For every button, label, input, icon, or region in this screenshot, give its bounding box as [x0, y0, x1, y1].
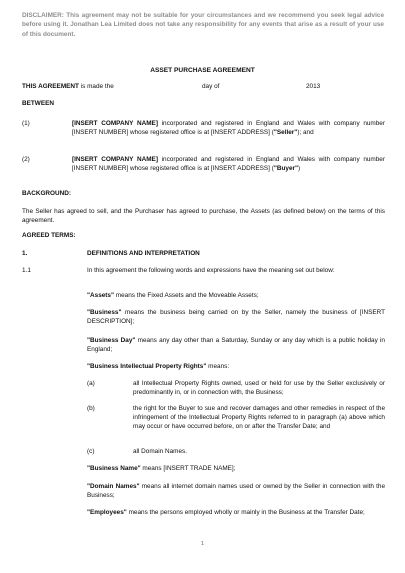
section-number: 1. — [22, 250, 28, 257]
party-2-name: [INSERT COMPANY NAME] — [72, 156, 158, 163]
assets-term: "Assets" — [87, 292, 115, 299]
definition-bipr — [87, 362, 385, 371]
background-heading: BACKGROUND: — [22, 190, 71, 197]
business-day-text: means any day other than a Saturday, Sunday or any day which is a public holiday in England; — [87, 337, 385, 353]
bipr-item-b-text: the right for the Buyer to sue and recover damages and other remedies in respect of the infringement of the Intellectual Property Rights referred to in paragraph (a) above which may occur or have occurred before, on or after the Transfer Date; and — [133, 405, 385, 430]
assets-text: means the Fixed Assets and the Moveable Assets; — [114, 292, 259, 299]
definition-domain-names — [87, 482, 385, 500]
domain-names-text: means all internet domain names used or owned by the Seller in connection with the Business; — [87, 483, 385, 499]
clause-text: In this agreement the following words and expressions have the meaning set out below: — [87, 267, 335, 274]
disclaimer: DISCLAIMER: This agreement may not be suitable for your circumstances and we recommend you seek legal advice before using it. Jonathan Lea Limited does not take any responsibility for any events that arise as a result of your use of this document. — [22, 12, 384, 38]
party-1-end: ); and — [297, 129, 314, 136]
clause-number: 1.1 — [22, 267, 31, 274]
business-term: "Business" — [87, 309, 122, 316]
business-name-term: "Business Name" — [87, 465, 141, 472]
party-2 — [72, 155, 385, 173]
bipr-term: "Business Intellectual Property Rights" — [87, 363, 207, 370]
bipr-item-a-number: (a) — [87, 380, 95, 387]
party-1-name: [INSERT COMPANY NAME] — [72, 120, 158, 127]
business-day-term: "Business Day" — [87, 337, 136, 344]
bipr-item-c-number: (c) — [87, 448, 95, 455]
domain-names-term: "Domain Names" — [87, 483, 140, 490]
party-1-role: "Seller" — [273, 129, 298, 136]
agreement-year: 2013 — [306, 83, 321, 90]
party-2-number: (2) — [22, 156, 30, 163]
employees-text: means the persons employed wholly or mainly in the Business at the Transfer Date; — [126, 509, 365, 516]
agreement-line — [22, 82, 114, 91]
party-2-role: "Buyer" — [273, 165, 299, 172]
definition-employees — [87, 508, 385, 517]
party-2-text: incorporated and registered in England and Wales with company number [INSERT NUMBER] whose registered office is at [INSERT ADDRESS] ( — [72, 156, 385, 172]
employees-term: "Employees" — [87, 509, 127, 516]
agreement-day: day of — [202, 83, 220, 90]
background-text: The Seller has agreed to sell, and the Purchaser has agreed to purchase, the Assets (as defined below) on the terms of this agreement. — [22, 208, 385, 224]
bipr-item-a-text: all Intellectual Property Rights owned, used or held for use by the Seller exclusively or predominantly in, or in connection with, the Business; — [133, 380, 385, 396]
document-title: ASSET PURCHASE AGREEMENT — [150, 67, 255, 74]
agreement-lead: THIS AGREEMENT — [22, 83, 79, 90]
definition-business-day — [87, 336, 385, 354]
party-1-text: incorporated and registered in England and Wales with company number [INSERT NUMBER] whose registered office is at [INSERT ADDRESS] ( — [72, 120, 385, 136]
agreement-made: is made the — [80, 83, 114, 90]
definition-business — [87, 308, 385, 326]
party-1 — [72, 119, 385, 137]
section-title: DEFINITIONS AND INTERPRETATION — [87, 250, 200, 257]
between-heading: BETWEEN — [22, 100, 54, 107]
business-name-text: means [INSERT TRADE NAME]; — [140, 465, 236, 472]
page-number: 1 — [201, 541, 204, 547]
business-text: means the business being carried on by the Seller, namely the business of [INSERT DESCRIPTION]; — [87, 309, 385, 325]
definition-assets — [87, 291, 385, 300]
bipr-text: means: — [206, 363, 230, 370]
agreed-terms-heading: AGREED TERMS: — [22, 232, 76, 239]
bipr-item-c-text: all Domain Names. — [133, 448, 187, 455]
party-2-end: ) — [298, 165, 301, 172]
bipr-item-b-number: (b) — [87, 405, 95, 412]
definition-business-name — [87, 464, 385, 473]
party-1-number: (1) — [22, 120, 30, 127]
